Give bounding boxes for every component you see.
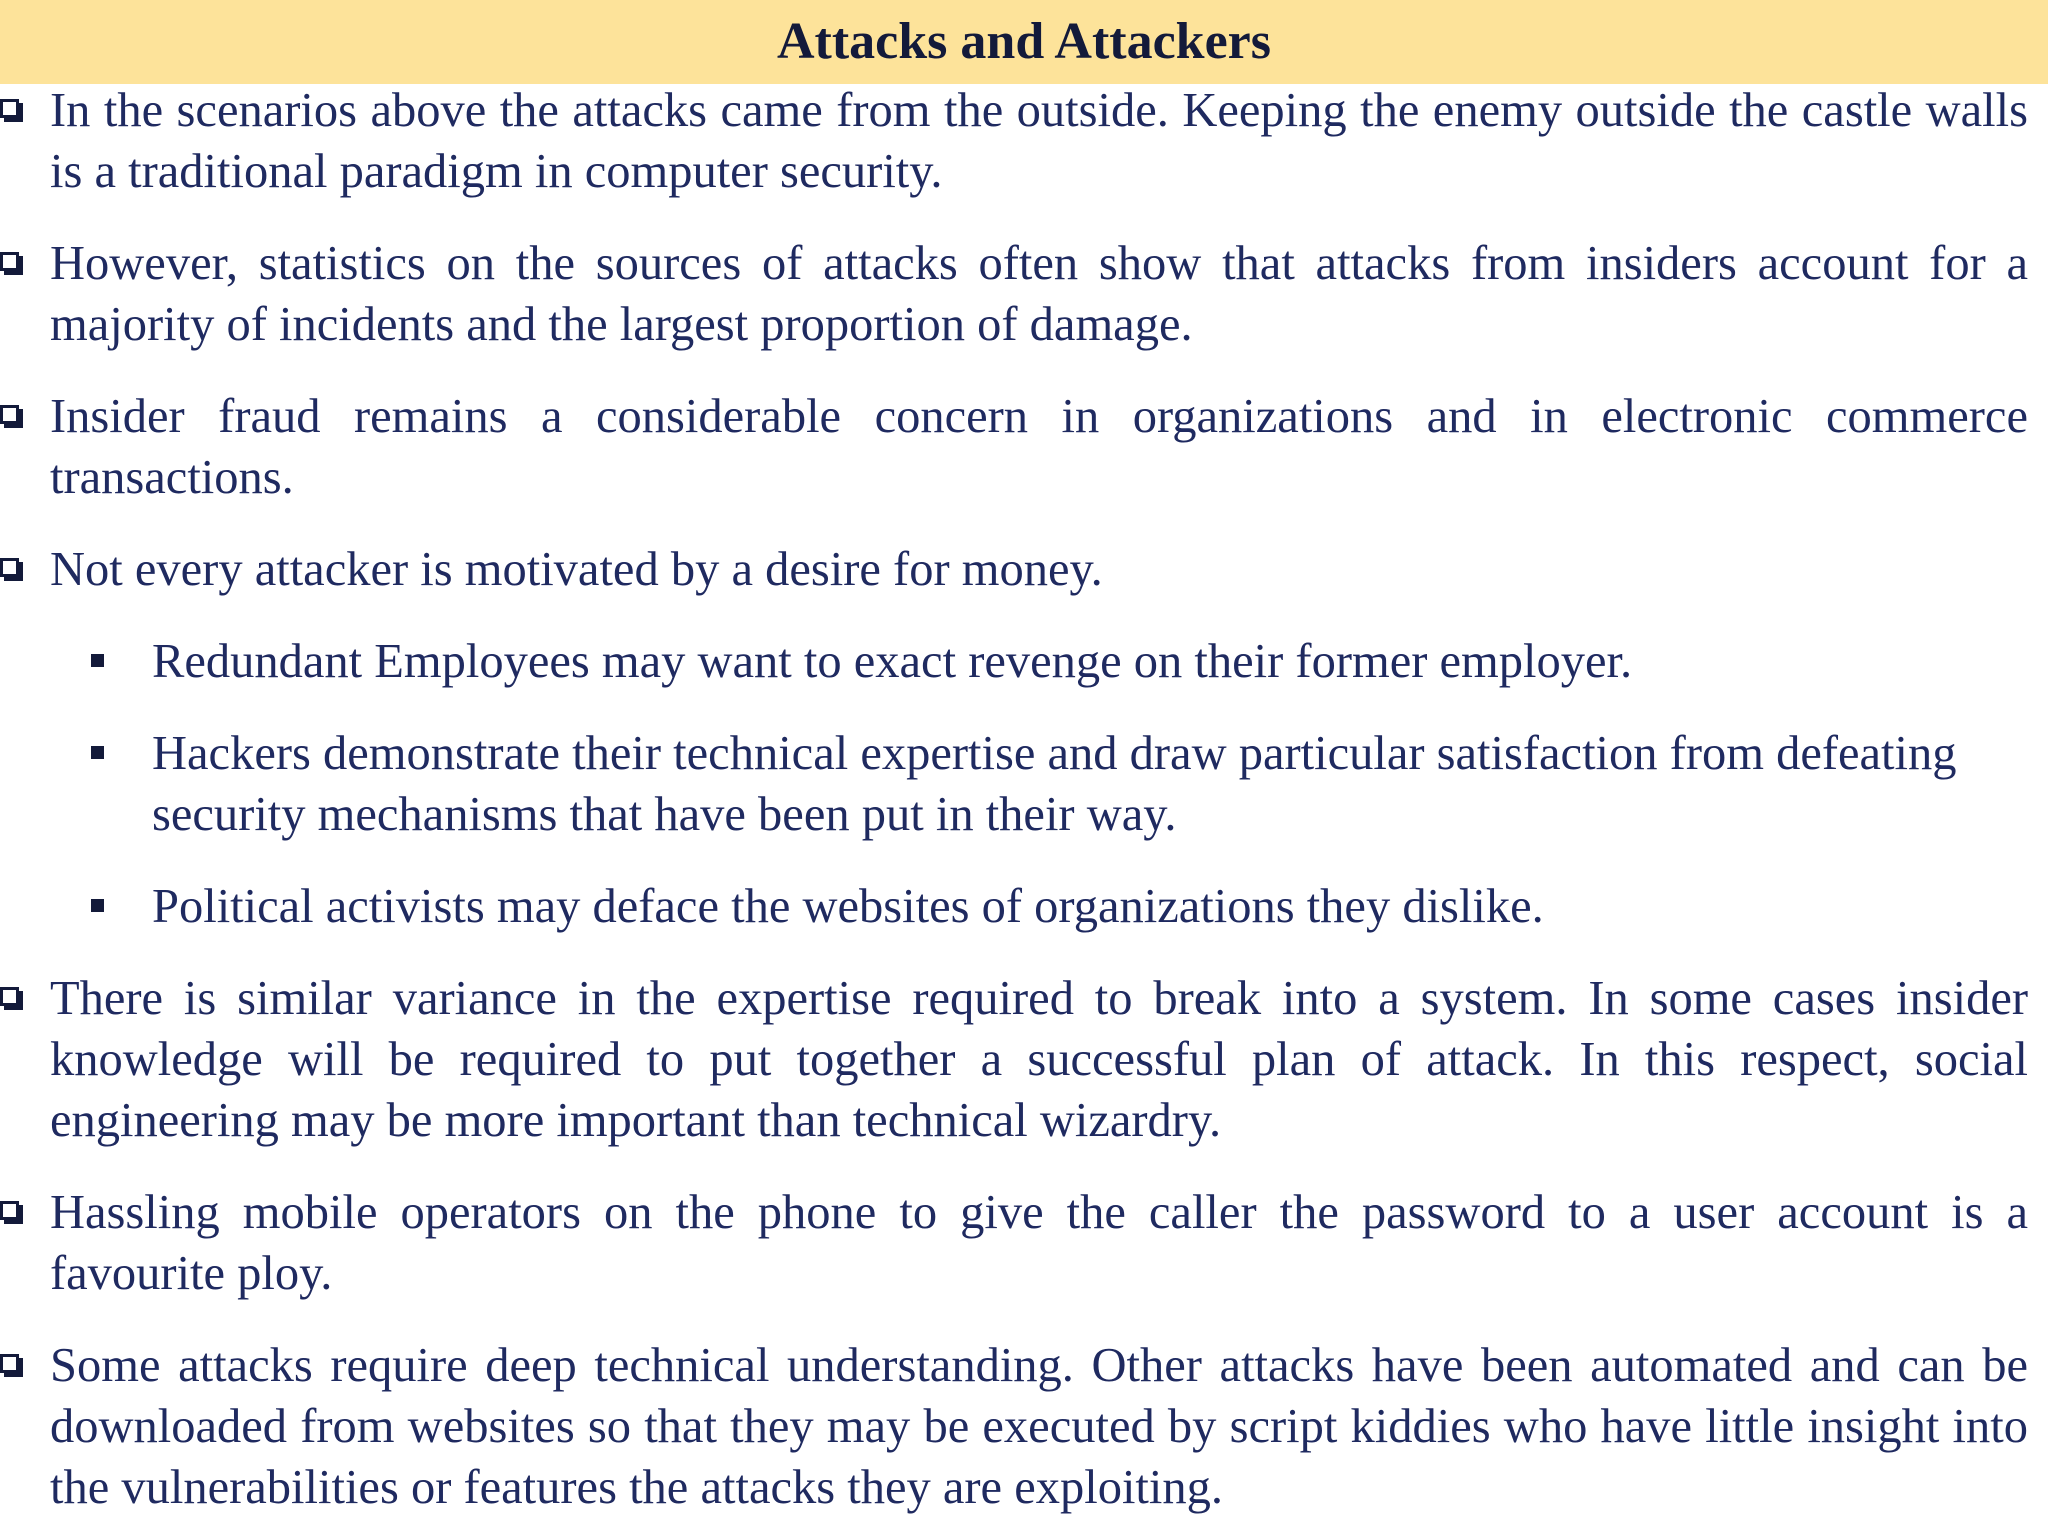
checkbox-bullet-icon <box>0 987 19 1006</box>
bullet-item <box>0 1182 2048 1304</box>
sub-bullet-item <box>0 876 2048 937</box>
sub-bullet-text: Redundant Employees may want to exact revenge on their former employer. <box>152 635 1633 688</box>
bullet-item <box>0 1335 2048 1518</box>
checkbox-bullet-icon <box>0 1354 19 1373</box>
slide-title: Attacks and Attackers <box>777 13 1271 70</box>
checkbox-bullet-icon <box>0 252 19 271</box>
sub-bullet-text: Hackers demonstrate their technical expertise and draw particular satisfaction from defeating security mechanisms that have been put in their way. <box>152 727 1957 841</box>
bullet-text: However, statistics on the sources of attacks often show that attacks from insiders account for a majority of incidents and the largest proportion of damage. <box>50 237 2028 351</box>
checkbox-bullet-icon <box>0 405 19 424</box>
bullet-item <box>0 386 2048 508</box>
checkbox-bullet-icon <box>0 1201 19 1220</box>
slide-content <box>0 84 2048 1518</box>
square-bullet-icon <box>91 746 104 759</box>
bullet-item <box>0 233 2048 355</box>
bullet-item <box>0 968 2048 1151</box>
bullet-text: In the scenarios above the attacks came from the outside. Keeping the enemy outside the castle walls is a traditional paradigm in computer security. <box>50 84 2028 198</box>
sub-bullet-item <box>0 631 2048 692</box>
bullet-text: Hassling mobile operators on the phone to give the caller the password to a user account is a favourite ploy. <box>50 1186 2028 1300</box>
checkbox-bullet-icon <box>0 99 19 118</box>
bullet-text: Some attacks require deep technical understanding. Other attacks have been automated and can be downloaded from websites so that they may be executed by script kiddies who have little insight into the vulnerabilities or features the attacks they are exploiting. <box>50 1339 2028 1514</box>
bullet-item <box>0 539 2048 600</box>
sub-bullet-text: Political activists may deface the websites of organizations they dislike. <box>152 880 1544 933</box>
bullet-text: Insider fraud remains a considerable concern in organizations and in electronic commerce transactions. <box>50 390 2028 504</box>
bullet-item <box>0 80 2048 202</box>
sub-bullet-item <box>0 723 2048 845</box>
slide-title-bar <box>0 0 2048 84</box>
square-bullet-icon <box>91 899 104 912</box>
bullet-text: Not every attacker is motivated by a desire for money. <box>50 543 1103 596</box>
bullet-text: There is similar variance in the expertise required to break into a system. In some cases insider knowledge will be required to put together a successful plan of attack. In this respect, social engineering may be more important than technical wizardry. <box>50 972 2028 1147</box>
checkbox-bullet-icon <box>0 558 19 577</box>
square-bullet-icon <box>91 654 104 667</box>
